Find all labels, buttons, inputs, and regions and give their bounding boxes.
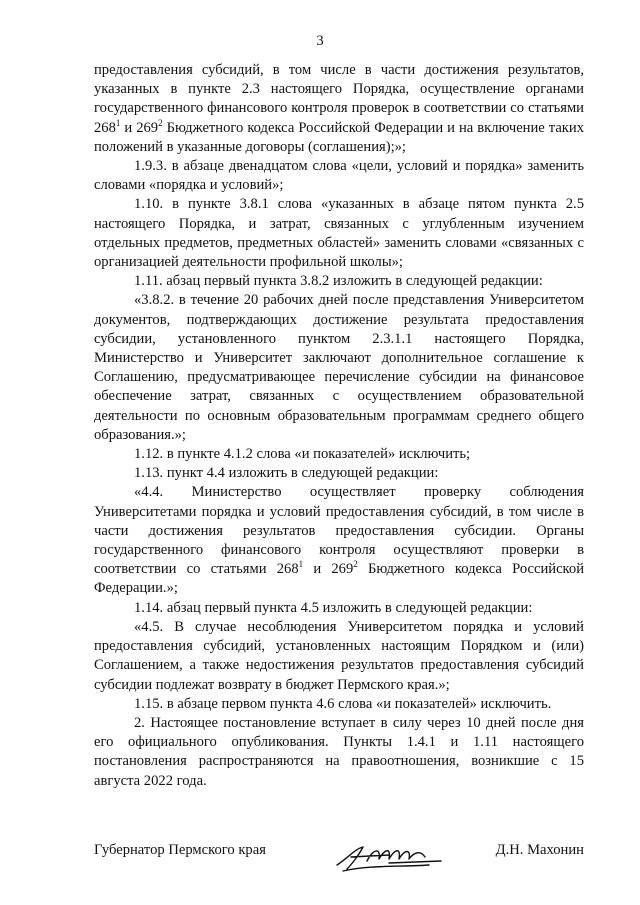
document-body (94, 61, 584, 791)
paragraph (94, 618, 584, 695)
page-number: 3 (316, 33, 324, 49)
paragraph (94, 714, 584, 791)
paragraph-text: и 269 (120, 119, 159, 136)
handwritten-signature-icon (329, 835, 449, 875)
paragraph (94, 291, 584, 445)
paragraph-text: предоставления субсидий, в том числе в части достижения результатов, указанных в пункте 2.3 настоящего Порядка, осуществление органами государственного финансового контроля проверок в соответствии со статьями 268 (94, 62, 584, 136)
paragraph-text: 1.15. в абзаце первом пункта 4.6 слова «и показателей» исключить. (134, 695, 552, 712)
paragraph (94, 445, 584, 464)
superscript: 2 (353, 559, 358, 570)
paragraph (94, 157, 584, 195)
paragraph (94, 272, 584, 291)
paragraph-text: и 269 (303, 561, 354, 578)
paragraph (94, 195, 584, 272)
paragraph-text: 1.9.3. в абзаце двенадцатом слова «цели, условий и порядка» заменить словами «порядка и условий»; (94, 158, 584, 194)
paragraph-text: Бюджетного кодекса Российской Федерации.»; (94, 561, 585, 597)
paragraph (94, 61, 584, 157)
signature-block (94, 835, 584, 875)
paragraph-text: 2. Настоящее постановление вступает в силу через 10 дней после дня его официального опубликования. Пункты 1.4.1 и 1.11 настоящего постановления распространяются на правоотношения, возникшие с 15 августа 2022 года. (94, 714, 584, 789)
paragraph-text: 1.13. пункт 4.4 изложить в следующей редакции: (134, 465, 439, 482)
signatory-name: Д.Н. Махонин (495, 842, 584, 858)
superscript: 1 (298, 559, 304, 570)
paragraph (94, 483, 584, 598)
paragraph (94, 695, 584, 714)
paragraph (94, 599, 584, 618)
superscript: 1 (115, 117, 121, 128)
superscript: 2 (158, 117, 163, 128)
paragraph-text: «3.8.2. в течение 20 рабочих дней после представления Университетом документов, подтверждающих достижение результата предоставления субсидии, установленного пунктом 2.3.1.1 настоящего Порядка, Министерство и Университет заключают дополнительное соглашение к Соглашению, предусматривающее перечисление субсидии на финансовое обеспечение затрат, связанных с осуществлением образовательной деятельности по основным образовательным программам среднего общего образования.»; (94, 292, 584, 443)
paragraph-text: «4.4. Министерство осуществляет проверку соблюдения Университетами порядка и условий предоставления субсидий, в том числе в части достижения результатов предоставления субсидии. Органы государственного финансового контроля осуществляют проверки в соответствии со статьями 268 (94, 484, 584, 578)
paragraph-text: 1.11. абзац первый пункта 3.8.2 изложить в следующей редакции: (134, 273, 543, 290)
paragraph-text: 1.12. в пункте 4.1.2 слова «и показателей» исключить; (134, 446, 471, 463)
paragraph-text: 1.14. абзац первый пункта 4.5 изложить в следующей редакции: (134, 599, 533, 616)
paragraph-text: Бюджетного кодекса Российской Федерации и на включение таких положений в указанные договоры (соглашения);»; (94, 119, 585, 155)
paragraph-text: 1.10. в пункте 3.8.1 слова «указанных в абзаце пятом пункта 2.5 настоящего Порядка, и затрат, связанных с углубленным изучением отдельных предметов, предметных областей» заменить словами «связанных с организацией деятельности профильной школы»; (94, 196, 584, 271)
paragraph-text: «4.5. В случае несоблюдения Университетом порядка и условий предоставления субсидий, установленных настоящим Порядком и (или) Соглашением, а также недостижения результатов предоставления субсидий субсидии подлежат возврату в бюджет Пермского края.»; (94, 618, 584, 693)
signatory-role: Губернатор Пермского края (94, 842, 266, 858)
paragraph (94, 464, 584, 483)
